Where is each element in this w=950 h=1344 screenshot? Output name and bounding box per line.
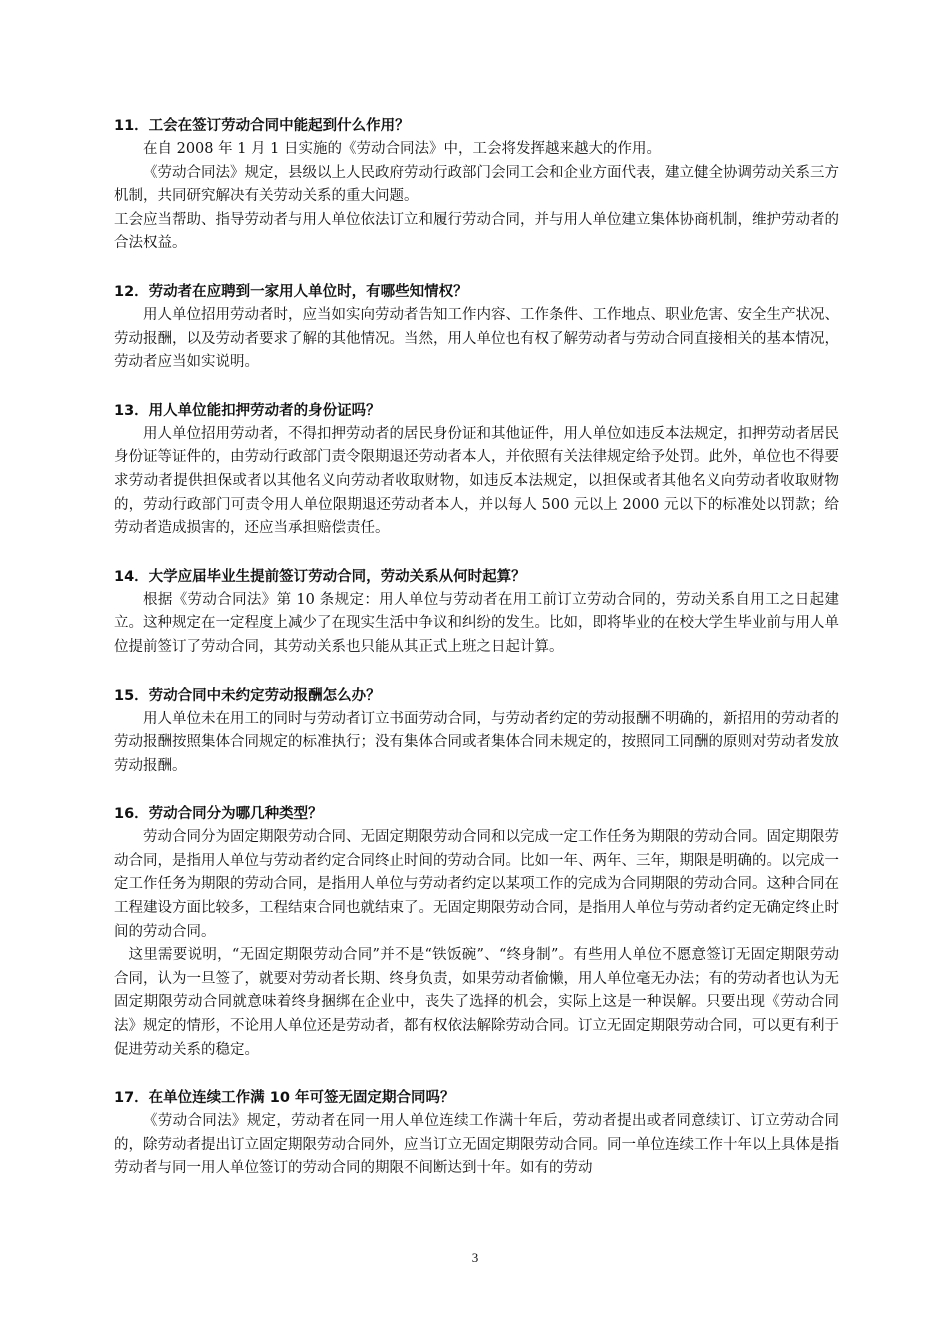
question-heading: 17．在单位连续工作满 10 年可签无固定期合同吗？: [114, 1090, 455, 1107]
answer-paragraph: 根据《劳动合同法》第 10 条规定：用人单位与劳动者在用工前订立劳动合同的，劳动关系自用工之日起建立。这种规定在一定程度上减少了在现实生活中争议和纠纷的发生。比如，即将毕业的在校大学生毕业前与用人单位提前签订了劳动合同，其劳动关系也只能从其正式上班之日起计算。: [114, 591, 839, 655]
faq-section-14: [114, 565, 839, 660]
document-body: [114, 114, 839, 1205]
faq-section-11: [114, 114, 839, 256]
faq-section-15: [114, 684, 839, 779]
answer-paragraph: 《劳动合同法》规定，县级以上人民政府劳动行政部门会同工会和企业方面代表，建立健全协调劳动关系三方机制，共同研究解决有关劳动关系的重大问题。: [114, 164, 839, 205]
answer-paragraph: 工会应当帮助、指导劳动者与用人单位依法订立和履行劳动合同，并与用人单位建立集体协商机制，维护劳动者的合法权益。: [114, 211, 839, 252]
question-heading: 11．工会在签订劳动合同中能起到什么作用？: [114, 118, 410, 134]
answer-paragraph: 劳动合同分为固定期限劳动合同、无固定期限劳动合同和以完成一定工作任务为期限的劳动合同。固定期限劳动合同，是指用人单位与劳动者约定合同终止时间的劳动合同。比如一年、两年、三年，期限是明确的。以完成一定工作任务为期限的劳动合同，是指用人单位与劳动者约定以某项工作的完成为合同期限的劳动合同。这种合同在工程建设方面比较多，工程结束合同也就结束了。无固定期限劳动合同，是指用人单位与劳动者约定无确定终止时间的劳动合同。: [114, 829, 839, 940]
answer-paragraph: 这里需要说明，“无固定期限劳动合同”并不是“铁饭碗”、“终身制”。有些用人单位不愿意签订无固定期限劳动合同，认为一旦签了，就要对劳动者长期、终身负责，如果劳动者偷懒，用人单位毫无办法；有的劳动者也认为无固定期限劳动合同就意味着终身捆绑在企业中，丧失了选择的机会，实际上这是一种误解。只要出现《劳动合同法》规定的情形，不论用人单位还是劳动者，都有权依法解除劳动合同。订立无固定期限劳动合同，可以更有利于促进劳动关系的稳定。: [114, 947, 839, 1058]
faq-section-17: [114, 1086, 839, 1181]
faq-section-12: [114, 280, 839, 375]
answer-paragraph: 《劳动合同法》规定，劳动者在同一用人单位连续工作满十年后，劳动者提出或者同意续订、订立劳动合同的，除劳动者提出订立固定期限劳动合同外，应当订立无固定期限劳动合同。同一单位连续工作十年以上具体是指劳动者与同一用人单位签订的劳动合同的期限不间断达到十年。如有的劳动: [114, 1113, 839, 1177]
question-heading: 13．用人单位能扣押劳动者的身份证吗？: [114, 402, 381, 419]
faq-section-13: [114, 399, 839, 541]
question-heading: 16．劳动合同分为哪几种类型？: [114, 806, 323, 823]
answer-paragraph: 用人单位未在用工的同时与劳动者订立书面劳动合同，与劳动者约定的劳动报酬不明确的，新招用的劳动者的劳动报酬按照集体合同规定的标准执行；没有集体合同或者集体合同未规定的，按照同工同酬的原则对劳动者发放劳动报酬。: [114, 710, 839, 774]
question-heading: 12．劳动者在应聘到一家用人单位时，有哪些知情权？: [114, 283, 468, 300]
page-number: 3: [471, 1250, 479, 1265]
answer-paragraph: 用人单位招用劳动者，不得扣押劳动者的居民身份证和其他证件，用人单位如违反本法规定，扣押劳动者居民身份证等证件的，由劳动行政部门责令限期退还劳动者本人，并依照有关法律规定给予处罚。此外，单位也不得要求劳动者提供担保或者以其他名义向劳动者收取财物，如违反本法规定，以担保或者其他名义向劳动者收取财物的，劳动行政部门可责令用人单位限期退还劳动者本人，并以每人 500 元以上 2000 元以下的标准处以罚款；给劳动者造成损害的，还应当承担赔偿责任。: [114, 425, 839, 537]
question-heading: 15．劳动合同中未约定劳动报酬怎么办？: [114, 687, 381, 704]
answer-paragraph: 在自 2008 年 1 月 1 日实施的《劳动合同法》中，工会将发挥越来越大的作用。: [143, 141, 662, 157]
faq-section-16: [114, 802, 839, 1062]
answer-paragraph: 用人单位招用劳动者时，应当如实向劳动者告知工作内容、工作条件、工作地点、职业危害、安全生产状况、劳动报酬，以及劳动者要求了解的其他情况。当然，用人单位也有权了解劳动者与劳动合同直接相关的基本情况，劳动者应当如实说明。: [114, 306, 839, 371]
question-heading: 14．大学应届毕业生提前签订劳动合同，劳动关系从何时起算？: [114, 568, 526, 585]
